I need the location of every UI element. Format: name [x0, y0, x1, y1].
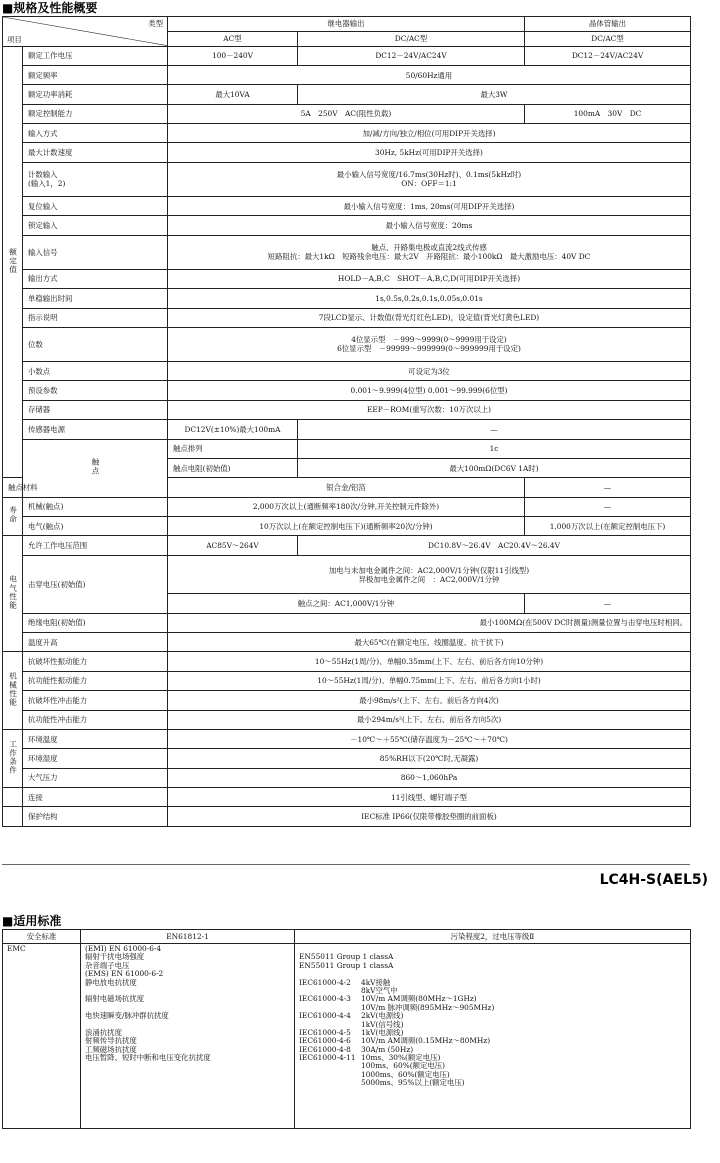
- relay-output-header: 继电器输出: [168, 17, 525, 32]
- emc-standard-value: 10V/m AM调频(0.15MHz～80MHz): [361, 1036, 491, 1046]
- ac-type-header: AC型: [168, 31, 298, 46]
- emc-standard-line: [299, 970, 686, 978]
- row-label: 输入信号: [23, 235, 168, 269]
- row-label: 额定频率: [23, 65, 168, 84]
- row-label: 温度升高: [23, 633, 168, 652]
- cell: 860～1,060hPa: [168, 768, 691, 787]
- row-label: 绝缘电阻(初始值): [23, 613, 168, 632]
- row-label: 触点材料: [3, 478, 23, 497]
- emc-item: 射频传导抗扰度: [85, 1036, 137, 1046]
- emc-item: [85, 1071, 290, 1079]
- transistor-dcac-header: DC/AC型: [525, 31, 691, 46]
- cell: 最小输入信号宽度：20ms: [168, 216, 691, 235]
- row-label: 输入方式: [23, 124, 168, 143]
- cell: 11引线型、螺钉端子型: [168, 787, 691, 806]
- cell: 最小294m/s²(上下、左右、前后各方向5次): [168, 710, 691, 729]
- row-label: 额定功率消耗: [23, 85, 168, 104]
- separator-line: [2, 864, 690, 865]
- emc-item: 浪涌抗扰度: [85, 1027, 122, 1037]
- emc-standard-line: [299, 979, 686, 987]
- row-label: 计数输入 (输入1，2): [23, 162, 168, 196]
- emc-items: [81, 944, 295, 1129]
- emc-standard-line: [299, 1046, 686, 1054]
- emc-standard-value: 100ms、60%(额定电压): [361, 1061, 446, 1071]
- cell: 加/减/方向/独立/相位(可用DIP开关选择): [168, 124, 691, 143]
- emc-standard-line: [299, 1054, 686, 1062]
- emc-label: EMC: [3, 944, 81, 1129]
- emc-standard-code: IEC61000-4-4: [299, 1011, 351, 1021]
- cell: —: [525, 478, 691, 497]
- row-label: 击穿电压(初始值): [23, 555, 168, 613]
- row-label: 电气(触点): [23, 516, 168, 535]
- emc-standard-value: 10V/m AM调频(80MHz～1GHz): [361, 994, 477, 1004]
- group-working: 工作条件: [3, 729, 23, 787]
- cell: EEP－ROM(重写次数：10万次以上): [168, 400, 691, 419]
- emc-standard-line: [299, 1079, 686, 1087]
- row-label: 触点电阻(初始值): [168, 458, 298, 477]
- cell: 最大100mΩ(DC6V 1A时): [298, 458, 691, 477]
- cell: 最小输入信号宽度/16.7ms(30Hz时)、0.1ms(5kHz时) ON：OFF＝1:1: [168, 162, 691, 196]
- emc-item: 电压暂降、短时中断和电压变化抗扰度: [85, 1053, 211, 1063]
- row-label: 额定工作电压: [23, 46, 168, 65]
- emc-standard-value: 4kV接触: [361, 977, 391, 987]
- group-life: 寿命: [3, 497, 23, 536]
- row-label: 抗破坏性振动能力: [23, 652, 168, 671]
- emc-item: 辐射电磁场抗扰度: [85, 994, 145, 1004]
- dcac-type-header: DC/AC型: [298, 31, 525, 46]
- emc-standard-code: EN55011 Group 1 classA: [299, 952, 394, 962]
- emc-item: (EMS) EN 61000-6-2: [85, 969, 164, 979]
- cell: DC12V(±10%)最大100mA: [168, 420, 298, 439]
- emc-standard-value: 10V/m 脉冲调频(895MHz～905MHz): [361, 1002, 495, 1012]
- cell: AC85V～264V: [168, 536, 298, 555]
- emc-standard-value: 1000ms、60%(额定电压): [361, 1069, 450, 1079]
- cell: 1c: [298, 439, 691, 458]
- cell: 1,000万次以上(在额定控制电压下): [525, 516, 691, 535]
- cell: 最小100MΩ(在500V DC时测量)测量位置与击穿电压时相同。: [168, 613, 691, 632]
- group-mechanical: 机械性能: [3, 652, 23, 729]
- cell: 可设定为3位: [168, 362, 691, 381]
- emc-item: 辐射干扰电场强度: [85, 952, 145, 962]
- cell: DC12－24V/AC24V: [525, 46, 691, 65]
- emc-standard-line: [299, 1071, 686, 1079]
- group-electrical: 电气性能: [3, 536, 23, 652]
- cell: 2,000万次以上(通断频率180次/分钟,开关控制元件除外): [168, 497, 525, 516]
- header-corner: [3, 17, 168, 47]
- cell: 4位显示型 －999～9999(0～9999用于设定) 6位显示型 －99999～999999(0～999999用于设定): [168, 327, 691, 361]
- emc-item: 电快速瞬变/脉冲群抗扰度: [85, 1011, 169, 1021]
- row-label: 抗破坏性冲击能力: [23, 691, 168, 710]
- cell: DC10.8V～26.4V AC20.4V～26.4V: [298, 536, 691, 555]
- emc-standard-value: 5000ms、95%以上(额定电压): [361, 1078, 465, 1088]
- row-label: 触点排列: [168, 439, 298, 458]
- std-header-en: EN61812-1: [81, 930, 295, 944]
- cell: 10万次以上(在额定控制电压下)(通断频率20次/分钟): [168, 516, 525, 535]
- emc-standards: [295, 944, 691, 1129]
- emc-item: 杂音端子电压: [85, 960, 130, 970]
- row-label: 传感器电源: [23, 420, 168, 439]
- cell: 1s,0.5s,0.2s,0.1s,0.05s,0.01s: [168, 289, 691, 308]
- row-label: 小数点: [23, 362, 168, 381]
- cell: 7段LCD显示、计数值(背光灯红色LED)，设定值(背光灯黄色LED): [168, 308, 691, 327]
- std-header-safety: 安全标准: [3, 930, 81, 944]
- cell: 银合金/铝箔: [168, 478, 525, 497]
- emc-standard-line: [299, 1037, 686, 1045]
- row-label: 存储器: [23, 400, 168, 419]
- cell: 触点之间：AC1,000V/1分钟: [168, 594, 525, 613]
- cell: 最小98m/s²(上下、左右、前后各方向4次): [168, 691, 691, 710]
- emc-standard-line: [299, 1062, 686, 1070]
- emc-item: [85, 1079, 290, 1087]
- emc-item: 静电放电抗扰度: [85, 977, 137, 987]
- row-label: 单稳输出时间: [23, 289, 168, 308]
- emc-standard-value: 30A/m (50Hz): [361, 1044, 414, 1054]
- row-label: 抗功能性冲击能力: [23, 710, 168, 729]
- spec-table: [2, 16, 691, 827]
- emc-standard-line: [299, 1004, 686, 1012]
- emc-standard-line: [299, 1021, 686, 1029]
- emc-standard-line: [299, 962, 686, 970]
- emc-standard-code: IEC61000-4-11: [299, 1053, 356, 1063]
- item-label: 项目: [7, 34, 22, 44]
- emc-item: [85, 1062, 290, 1070]
- row-label: 最大计数速度: [23, 143, 168, 162]
- emc-standard-value: 2kV(电源线): [361, 1011, 404, 1021]
- emc-standard-value: 8kV空气中: [361, 985, 398, 995]
- cell: 0.001～9.999(4位型) 0.001～99.999(6位型): [168, 381, 691, 400]
- emc-standard-line: [299, 1012, 686, 1020]
- cell: 最大65℃(在额定电压、线圈温度、抗干扰下): [168, 633, 691, 652]
- emc-standard-line: [299, 1029, 686, 1037]
- cell: 最大3W: [298, 85, 691, 104]
- model-name: LC4H-S(AEL5): [599, 872, 708, 888]
- emc-standard-code: EN55011 Group 1 classA: [299, 960, 394, 970]
- row-label: 保护结构: [23, 807, 168, 827]
- cell: HOLD－A,B,C SHOT－A,B,C,D(可用DIP开关选择): [168, 269, 691, 288]
- row-label: 锁定输入: [23, 216, 168, 235]
- row-label: 允许工作电压范围: [23, 536, 168, 555]
- cell: 50/60Hz通用: [168, 65, 691, 84]
- empty-group: [3, 787, 23, 806]
- cell: 85%RH以下(20℃时,无凝露): [168, 749, 691, 768]
- empty-group: [3, 807, 23, 827]
- cell: —: [525, 497, 691, 516]
- group-contact: 触点: [23, 439, 168, 497]
- cell: －10℃～＋55℃(储存温度为－25℃～＋70℃): [168, 729, 691, 748]
- row-label: 位数: [23, 327, 168, 361]
- emc-standard-code: IEC61000-4-6: [299, 1036, 351, 1046]
- cell: 100mA 30V DC: [525, 104, 691, 123]
- row-label: 额定控制能力: [23, 104, 168, 123]
- emc-standard-code: IEC61000-4-2: [299, 977, 351, 987]
- emc-item: 工频磁场抗扰度: [85, 1044, 137, 1054]
- row-label: 环境湿度: [23, 749, 168, 768]
- cell: 加电与未加电金属件之间：AC2,000V/1分钟(仅限11引线型) 异极加电金属件之间 ：AC2,000V/1分钟: [168, 555, 691, 594]
- row-label: 大气压力: [23, 768, 168, 787]
- cell: 最大10VA: [168, 85, 298, 104]
- row-label: 抗功能性振动能力: [23, 671, 168, 690]
- row-label: 环境温度: [23, 729, 168, 748]
- std-header-pollution: 污染程度2，过电压等级Ⅱ: [295, 930, 691, 944]
- emc-item: (EMI) EN 61000-6-4: [85, 944, 162, 953]
- cell: 触点、开路集电极或直流2线式传感 短路阻抗：最大1kΩ 短路残余电压：最大2V 开路阻抗：最小100kΩ 最大激励电压：40V DC: [168, 235, 691, 269]
- cell: 10～55Hz(1周/分)、单幅0.75mm(上下、左右、前后各方向1小时): [168, 671, 691, 690]
- row-label: 输出方式: [23, 269, 168, 288]
- row-label: 预设参数: [23, 381, 168, 400]
- cell: 100－240V: [168, 46, 298, 65]
- std-section-title: ■适用标准: [2, 914, 62, 928]
- cell: 10～55Hz(1周/分)、单幅0.35mm(上下、左右、前后各方向10分钟): [168, 652, 691, 671]
- cell: 最小输入信号宽度：1ms, 20ms(可用DIP开关选择): [168, 196, 691, 215]
- row-label: 连接: [23, 787, 168, 806]
- row-label: 机械(触点): [23, 497, 168, 516]
- standards-table: [2, 929, 691, 1129]
- emc-standard-code: IEC61000-4-8: [299, 1044, 351, 1054]
- emc-standard-value: 1kV(电源线): [361, 1027, 404, 1037]
- cell: —: [525, 594, 691, 613]
- emc-standard-value: 1kV(信号线): [361, 1019, 404, 1029]
- type-label: 类型: [148, 19, 163, 28]
- transistor-output-header: 晶体管输出: [525, 17, 691, 32]
- cell: 30Hz, 5kHz(可用DIP开关选择): [168, 143, 691, 162]
- emc-standard-line: [299, 987, 686, 995]
- row-label: 指示说明: [23, 308, 168, 327]
- group-rated: 额定值: [3, 46, 23, 478]
- cell: 5A 250V AC(阻性负载): [168, 104, 525, 123]
- row-label: 复位输入: [23, 196, 168, 215]
- spec-section-title: ■规格及性能概要: [2, 1, 98, 15]
- cell: IEC标准 IP66(仅限带橡胶垫圈的前面板): [168, 807, 691, 827]
- cell: —: [298, 420, 691, 439]
- emc-standard-code: IEC61000-4-5: [299, 1027, 351, 1037]
- emc-standard-code: IEC61000-4-3: [299, 994, 351, 1004]
- emc-standard-value: 10ms、30%(额定电压): [361, 1053, 441, 1063]
- cell: DC12－24V/AC24V: [298, 46, 525, 65]
